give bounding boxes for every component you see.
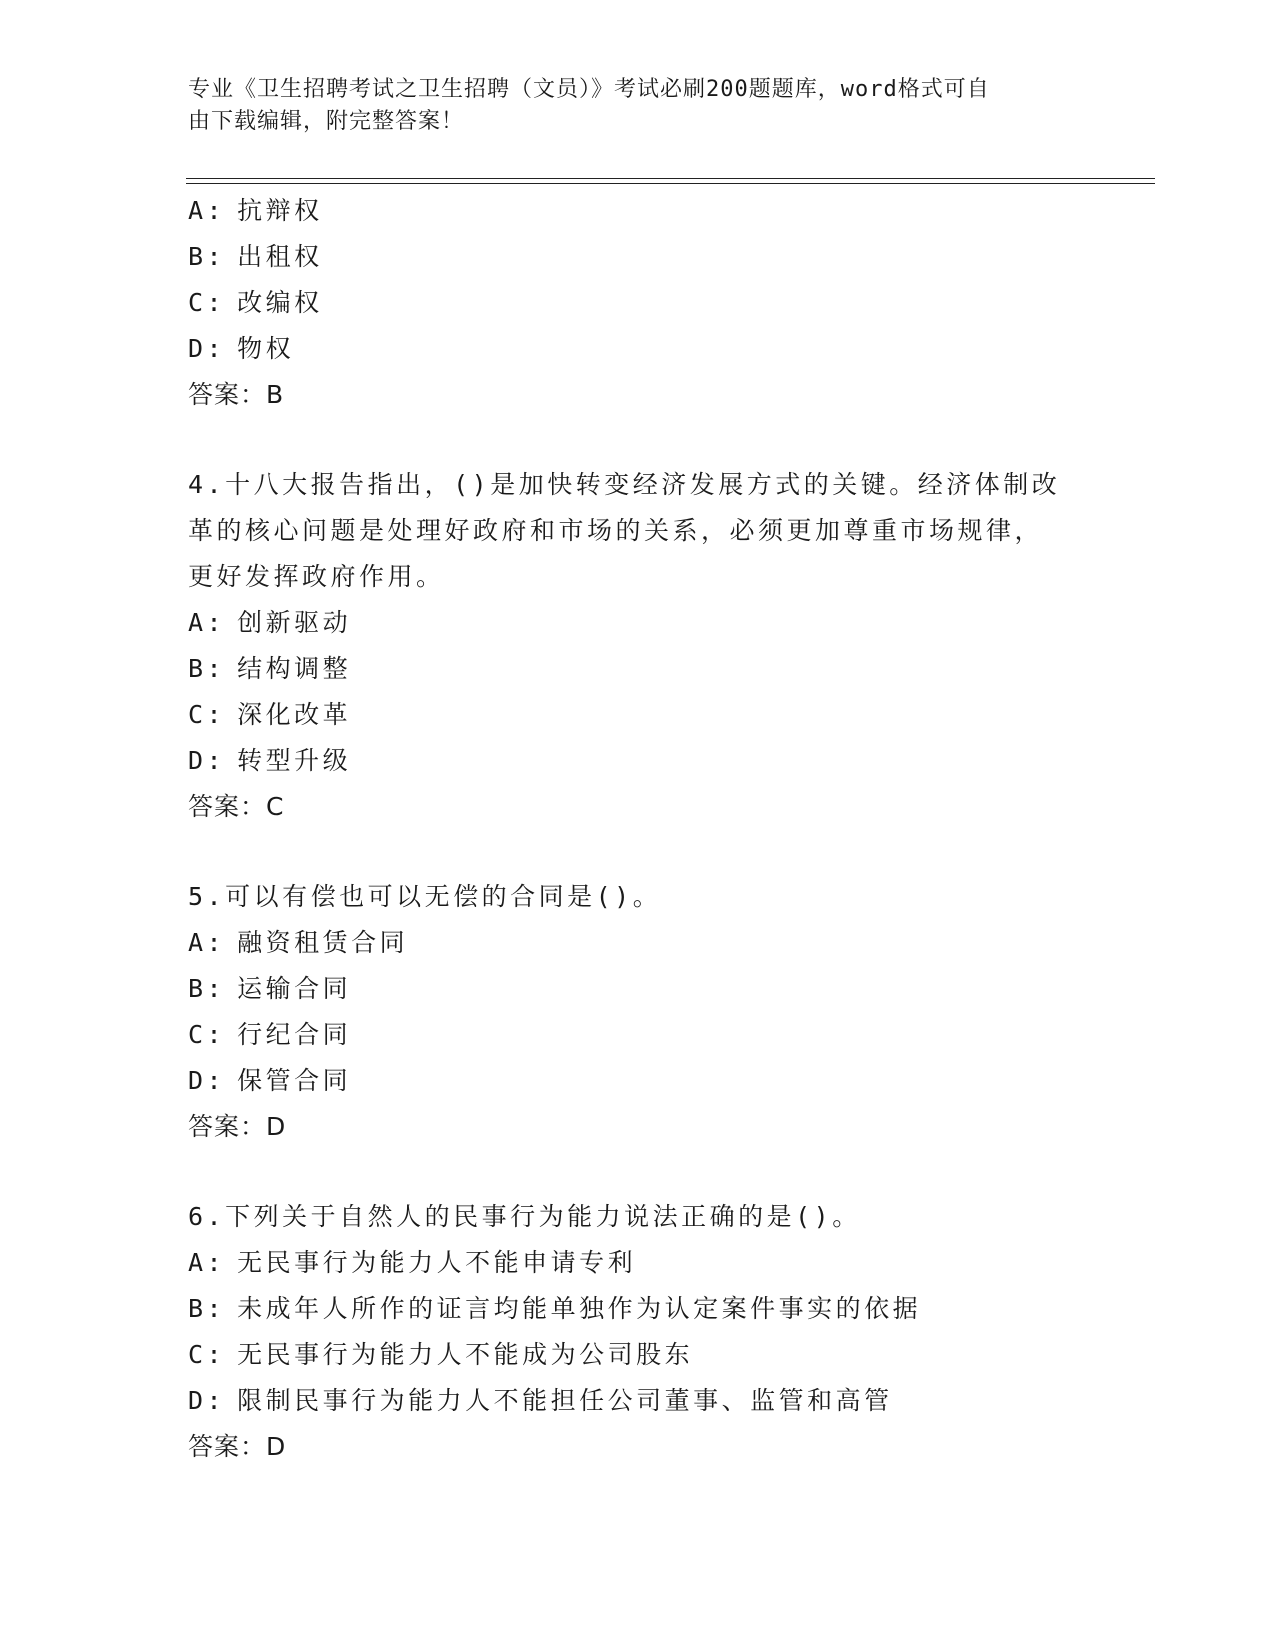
question-text: 5.可以有偿也可以无偿的合同是()。 xyxy=(188,882,662,911)
answer: 答案：D xyxy=(188,1112,287,1141)
question-list xyxy=(188,188,1088,1470)
question-text: 4.十八大报告指出，()是加快转变经济发展方式的关键。经济体制改 革的核心问题是处理好政府和市场的关系，必须更加尊重市场规律， 更好发挥政府作用。 xyxy=(188,470,1061,591)
question-text: 6.下列关于自然人的民事行为能力说法正确的是()。 xyxy=(188,1202,861,1231)
option-a: A: 创新驱动 xyxy=(188,608,352,637)
option-b: B: 结构调整 xyxy=(188,654,352,683)
option-d: D: 转型升级 xyxy=(188,746,352,775)
option-a: A: 无民事行为能力人不能申请专利 xyxy=(188,1248,637,1277)
option-c: C: 行纪合同 xyxy=(188,1020,352,1049)
option-b: B: 运输合同 xyxy=(188,974,352,1003)
document-header xyxy=(188,74,1088,138)
option-c: C: 深化改革 xyxy=(188,700,352,729)
option-d: D: 限制民事行为能力人不能担任公司董事、监管和高管 xyxy=(188,1386,893,1415)
option-b: B: 未成年人所作的证言均能单独作为认定案件事实的依据 xyxy=(188,1294,922,1323)
question-4 xyxy=(188,462,1088,830)
option-c: C: 改编权 xyxy=(188,288,323,317)
option-a: A: 融资租赁合同 xyxy=(188,928,409,957)
header-line-2: 由下载编辑，附完整答案！ xyxy=(188,109,465,134)
option-a: A: 抗辩权 xyxy=(188,196,323,225)
header-divider-bottom xyxy=(186,183,1155,184)
answer: 答案：C xyxy=(188,792,285,821)
answer: 答案：D xyxy=(188,1432,287,1461)
question-6 xyxy=(188,1194,1088,1470)
option-d: D: 物权 xyxy=(188,334,295,363)
header-divider-top xyxy=(186,178,1155,179)
answer: 答案：B xyxy=(188,380,285,409)
option-c: C: 无民事行为能力人不能成为公司股东 xyxy=(188,1340,694,1369)
question-5 xyxy=(188,874,1088,1150)
header-line-1: 专业《卫生招聘考试之卫生招聘（文员）》考试必刷200题题库，word格式可自 xyxy=(188,77,990,102)
question-3 xyxy=(188,188,1088,418)
option-b: B: 出租权 xyxy=(188,242,323,271)
option-d: D: 保管合同 xyxy=(188,1066,352,1095)
